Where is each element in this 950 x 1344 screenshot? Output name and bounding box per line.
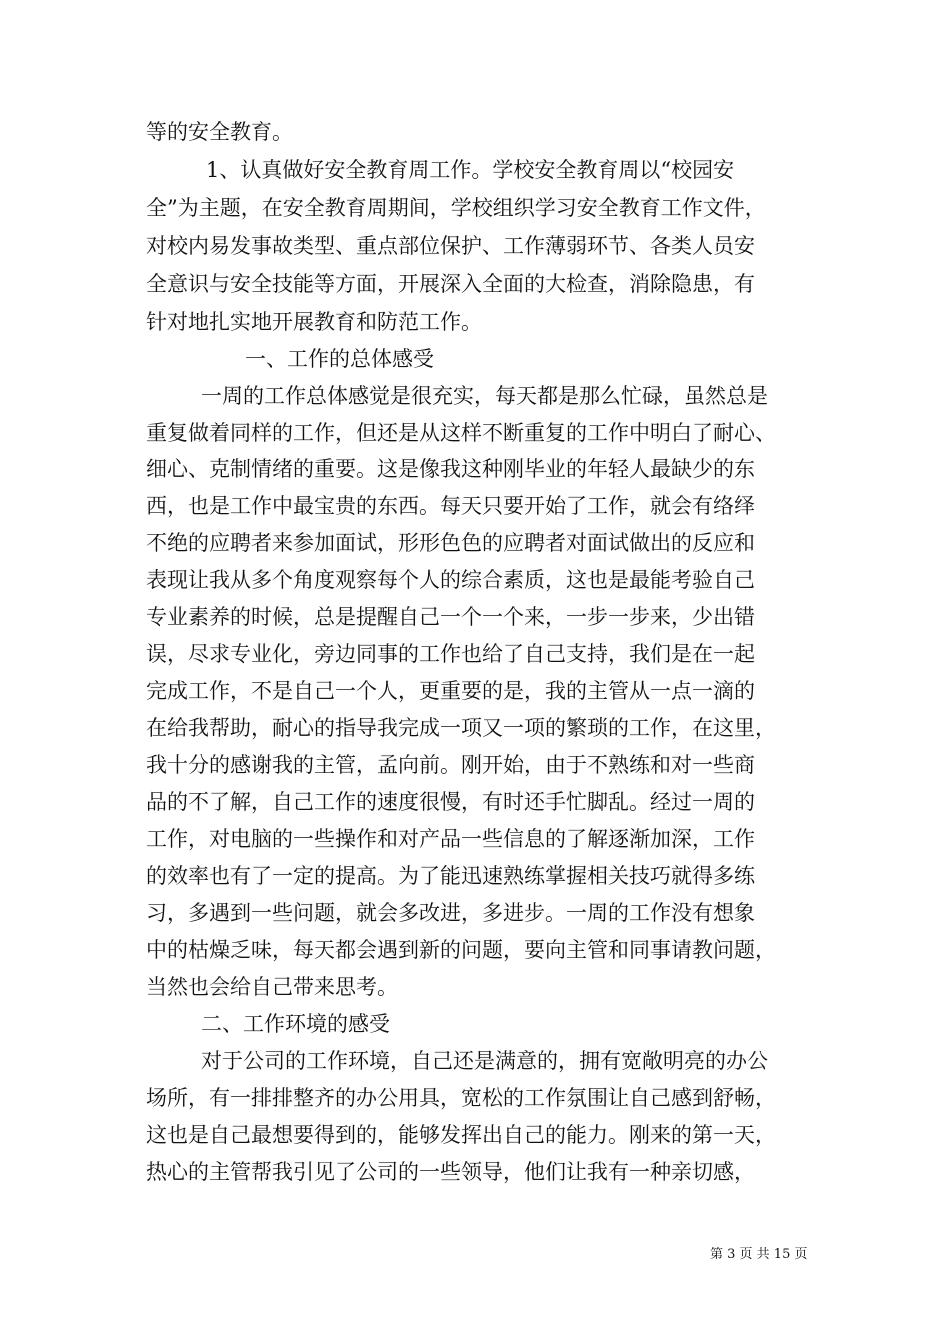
text-line: 热心的主管帮我引见了公司的一些领导，他们让我有一种亲切感，: [146, 1160, 755, 1184]
text-line: 我十分的感谢我的主管，孟向前。刚开始，由于不熟练和对一些商: [146, 753, 755, 777]
text-line: 针对地扎实地开展教育和防范工作。: [146, 310, 482, 334]
text-line: 完成工作，不是自己一个人，更重要的是，我的主管从一点一滴的: [146, 679, 755, 703]
text-line: 在给我帮助，耐心的指导我完成一项又一项的繁琐的工作，在这里，: [146, 716, 776, 740]
text-line: 1、认真做好安全教育周工作。学校安全教育周以“校园安: [206, 158, 735, 182]
text-line: 全”为主题，在安全教育周期间，学校组织学习安全教育工作文件，: [146, 196, 766, 220]
text-line: 对于公司的工作环境，自己还是满意的，拥有宽敞明亮的办公: [201, 1049, 768, 1073]
page-number: 第 3 页 共 15 页: [710, 1247, 808, 1262]
text-line: 对校内易发事故类型、重点部位保护、工作薄弱环节、各类人员安: [146, 234, 755, 258]
text-line: 习，多遇到一些问题，就会多改进，多进步。一周的工作没有想象: [146, 901, 755, 925]
text-line: 专业素养的时候，总是提醒自己一个一个来，一步一步来，少出错: [146, 605, 755, 629]
section-heading: 二、工作环境的感受: [201, 1012, 390, 1036]
text-line: 表现让我从多个角度观察每个人的综合素质，这也是最能考验自己: [146, 568, 755, 592]
text-line: 中的枯燥乏味，每天都会遇到新的问题，要向主管和同事请教问题，: [146, 938, 776, 962]
text-line: 西，也是工作中最宝贵的东西。每天只要开始了工作，就会有络绎: [146, 494, 755, 518]
text-line: 一周的工作总体感觉是很充实，每天都是那么忙碌，虽然总是: [201, 384, 768, 408]
text-line: 重复做着同样的工作，但还是从这样不断重复的工作中明白了耐心、: [146, 421, 776, 445]
text-line: 工作，对电脑的一些操作和对产品一些信息的了解逐渐加深，工作: [146, 827, 755, 851]
text-line: 细心、克制情绪的重要。这是像我这种刚毕业的年轻人最缺少的东: [146, 457, 755, 481]
text-line: 品的不了解，自己工作的速度很慢，有时还手忙脚乱。经过一周的: [146, 790, 755, 814]
text-line: 的效率也有了一定的提高。为了能迅速熟练掌握相关技巧就得多练: [146, 864, 755, 888]
text-line: 当然也会给自己带来思考。: [146, 975, 398, 999]
text-line: 不绝的应聘者来参加面试，形形色色的应聘者对面试做出的反应和: [146, 531, 755, 555]
text-line: 场所，有一排排整齐的办公用具，宽松的工作氛围让自己感到舒畅，: [146, 1086, 776, 1110]
section-heading: 一、工作的总体感受: [245, 347, 434, 371]
text-line: 这也是自己最想要得到的，能够发挥出自己的能力。刚来的第一天，: [146, 1123, 776, 1147]
text-line: 等的安全教育。: [146, 120, 293, 144]
text-line: 误，尽求专业化，旁边同事的工作也给了自己支持，我们是在一起: [146, 642, 755, 666]
text-line: 全意识与安全技能等方面，开展深入全面的大检查，消除隐患，有: [146, 272, 755, 296]
